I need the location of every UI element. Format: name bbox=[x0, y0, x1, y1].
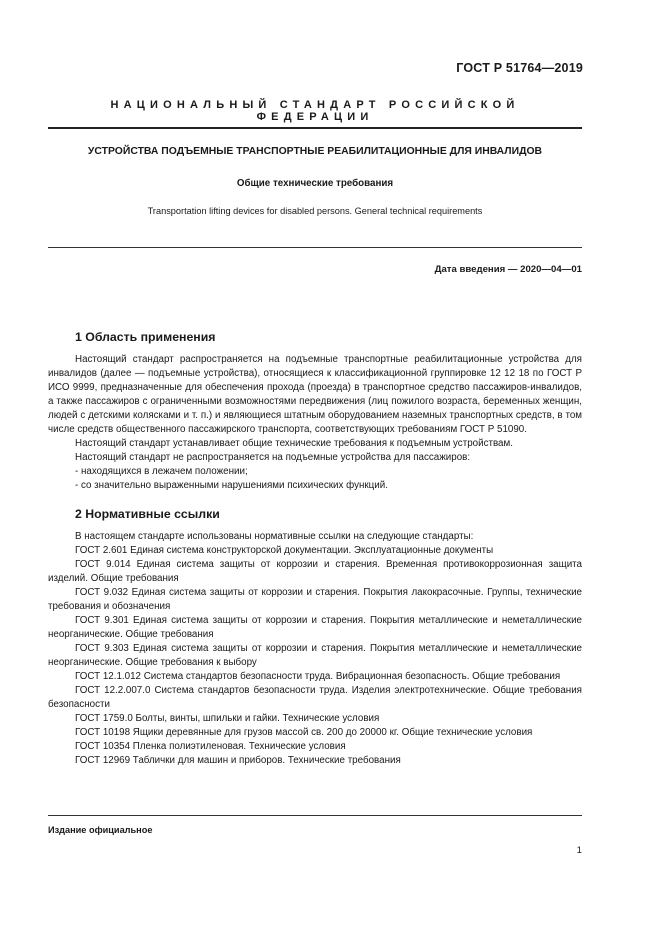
reference-item: ГОСТ 12969 Таблички для машин и приборов. Технические требования bbox=[75, 755, 401, 766]
document-title-english: Transportation lifting devices for disabled persons. General technical requirements bbox=[147, 206, 483, 216]
reference-item: ГОСТ 1759.0 Болты, винты, шпильки и гайки. Технические условия bbox=[75, 713, 380, 724]
reference-item: ГОСТ 9.014 Единая система защиты от коррозии и старения. Временная противокоррозионная защита изделий. Общие требования bbox=[48, 559, 582, 584]
paragraph: В настоящем стандарте использованы нормативные ссылки на следующие стандарты: bbox=[75, 531, 474, 542]
reference-item: ГОСТ 9.303 Единая система защиты от коррозии и старения. Покрытия металлические и неметаллические неорганические. Общие требования к выбору bbox=[48, 643, 582, 668]
document-title: УСТРОЙСТВА ПОДЪЕМНЫЕ ТРАНСПОРТНЫЕ РЕАБИЛИТАЦИОННЫЕ ДЛЯ ИНВАЛИДОВ bbox=[87, 146, 543, 157]
header-divider bbox=[48, 127, 582, 129]
paragraph: Настоящий стандарт распространяется на подъемные транспортные реабилитационные устройства для инвалидов (далее — подъемные устройства), относящиеся к классификационной группировке 12 12 18 по ГОСТ Р ИСО 9999, предназначенные для обеспечения прохода (проезда) в транспортное средство пассажиров-инвалидов, а также пассажиров с ограниченными возможностями передвижения (лиц пожилого возраста, беременных женщин, людей с детскими колясками и т. п.) и являющиеся штатным оборудованием наземных транспортных средств, в том числе средств общественного пассажирского транспорта, соответствующих требованиям ГОСТ Р 51090. bbox=[48, 354, 582, 435]
footer-divider bbox=[48, 815, 582, 816]
paragraph: Настоящий стандарт не распространяется на подъемные устройства для пассажиров: bbox=[75, 452, 471, 463]
national-standard-label: НАЦИОНАЛЬНЫЙ СТАНДАРТ РОССИЙСКОЙ ФЕДЕРАЦИИ bbox=[110, 99, 520, 123]
reference-item: ГОСТ 12.2.007.0 Система стандартов безопасности труда. Изделия электротехнические. Общие требования безопасности bbox=[48, 685, 582, 710]
reference-item: ГОСТ 10198 Ящики деревянные для грузов массой св. 200 до 20000 кг. Общие технические условия bbox=[75, 727, 533, 738]
section-heading: 1 Область применения bbox=[75, 330, 216, 344]
list-item: - со значительно выраженными нарушениями психических функций. bbox=[75, 480, 388, 491]
reference-item: ГОСТ 10354 Пленка полиэтиленовая. Технические условия bbox=[75, 741, 346, 752]
reference-item: ГОСТ 12.1.012 Система стандартов безопасности труда. Вибрационная безопасность. Общие требования bbox=[75, 671, 561, 682]
document-subtitle: Общие технические требования bbox=[236, 178, 394, 189]
list-item: - находящихся в лежачем положении; bbox=[75, 466, 248, 477]
page-number: 1 bbox=[576, 845, 582, 856]
document-body bbox=[48, 328, 582, 768]
reference-item: ГОСТ 2.601 Единая система конструкторской документации. Эксплуатационные документы bbox=[75, 545, 494, 556]
official-edition-label: Издание официальное bbox=[48, 825, 153, 835]
introduction-date: Дата введения — 2020—04—01 bbox=[434, 264, 582, 275]
reference-item: ГОСТ 9.032 Единая система защиты от коррозии и старения. Покрытия лакокрасочные. Группы, технические требования и обозначения bbox=[48, 587, 582, 612]
paragraph: Настоящий стандарт устанавливает общие технические требования к подъемным устройствам. bbox=[75, 438, 513, 449]
section-gap bbox=[48, 493, 582, 505]
document-code: ГОСТ Р 51764—2019 bbox=[456, 61, 583, 75]
title-divider bbox=[48, 247, 582, 248]
reference-item: ГОСТ 9.301 Единая система защиты от коррозии и старения. Покрытия металлические и неметаллические неорганические. Общие требования bbox=[48, 615, 582, 640]
section-heading: 2 Нормативные ссылки bbox=[75, 507, 220, 521]
